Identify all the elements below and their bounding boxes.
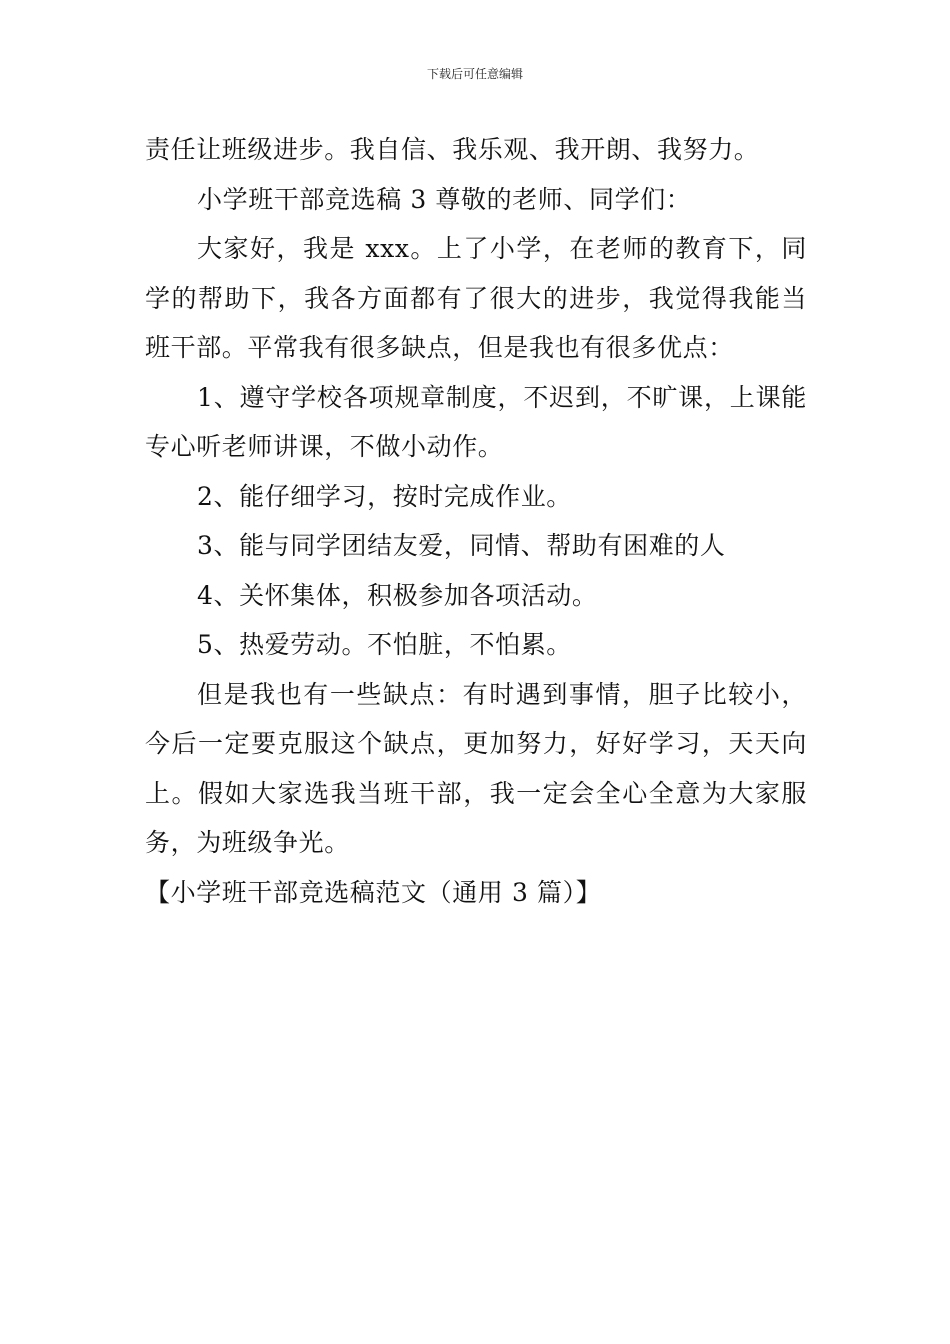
list-item-3: 3、能与同学团结友爱，同情、帮助有困难的人 — [197, 531, 726, 560]
list-item-4: 4、关怀集体，积极参加各项活动。 — [197, 580, 598, 610]
header-note: 下载后可任意编辑 — [426, 67, 523, 81]
paragraph-title-greeting: 小学班干部竞选稿 3 尊敬的老师、同学们： — [197, 184, 692, 214]
document-body — [145, 125, 807, 917]
paragraph-shortcomings: 但是我也有一些缺点：有时遇到事情，胆子比较小，今后一定要克服这个缺点，更加努力，好好学习，天天向上。假如大家选我当班干部，我一定会全心全意为大家服务，为班级争光。 — [145, 679, 807, 857]
paragraph-continuation: 责任让班级进步。我自信、我乐观、我开朗、我努力。 — [145, 135, 760, 164]
paragraph-intro: 大家好，我是 xxx。上了小学，在老师的教育下，同学的帮助下，我各方面都有了很大的进步，我觉得我能当班干部。平常我有很多缺点，但是我也有很多优点： — [145, 234, 807, 362]
closing-title: 【小学班干部竞选稿范文（通用 3 篇）】 — [145, 877, 602, 907]
list-item-1: 1、遵守学校各项规章制度，不迟到，不旷课，上课能专心听老师讲课，不做小动作。 — [145, 382, 807, 461]
list-item-5: 5、热爱劳动。不怕脏，不怕累。 — [197, 630, 572, 659]
list-item-2: 2、能仔细学习，按时完成作业。 — [197, 481, 572, 511]
